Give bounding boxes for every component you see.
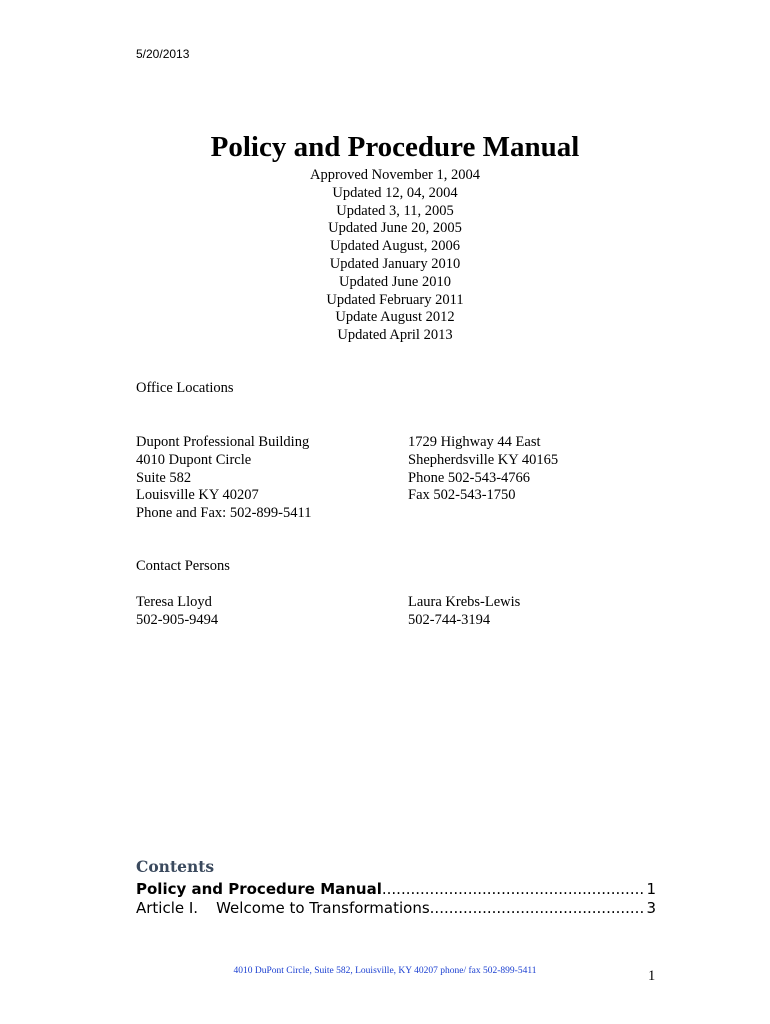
address-line: Suite 582	[136, 469, 192, 486]
toc-entry-label[interactable]: Policy and Procedure Manual	[136, 880, 382, 898]
address-line: 1729 Highway 44 East	[408, 434, 541, 450]
revision-line: Updated April 2013	[337, 327, 453, 344]
contact-left	[136, 594, 218, 630]
address-line: 4010 Dupont Circle	[136, 451, 252, 468]
revision-line: Updated February 2011	[326, 291, 464, 308]
revision-line: Updated August, 2006	[329, 238, 461, 255]
revision-line: Approved November 1, 2004	[310, 167, 480, 183]
contact-phone: 502-744-3194	[408, 611, 491, 628]
revision-line: Updated 12, 04, 2004	[332, 184, 458, 201]
contact-name: Teresa Lloyd	[136, 594, 212, 610]
address-line: Phone 502-543-4766	[408, 469, 531, 486]
toc-page-number[interactable]: 3	[646, 899, 656, 917]
address-line: Louisville KY 40207	[136, 487, 259, 504]
office-locations-heading: Office Locations	[136, 380, 234, 396]
revision-line: Updated June 20, 2005	[328, 220, 462, 237]
header-date: 5/20/2013	[136, 47, 190, 61]
toc-page-number[interactable]: 1	[646, 880, 656, 898]
toc-leader	[430, 899, 646, 917]
revision-line: Update August 2012	[335, 309, 455, 326]
office-address-shepherdsville	[408, 434, 558, 505]
contact-persons-heading: Contact Persons	[136, 558, 230, 574]
contact-name: Laura Krebs-Lewis	[408, 594, 521, 610]
toc-entry-prefix[interactable]: Article I.	[136, 899, 199, 917]
toc-entry-policy-manual[interactable]	[136, 880, 656, 898]
address-line: Dupont Professional Building	[136, 434, 310, 450]
revision-line: Updated 3, 11, 2005	[336, 202, 454, 219]
page-title: Policy and Procedure Manual	[210, 131, 580, 163]
revision-line: Updated June 2010	[339, 273, 451, 290]
address-line: Shepherdsville KY 40165	[408, 451, 559, 468]
toc-entry-label[interactable]: Welcome to Transformations	[216, 899, 430, 917]
toc-heading: Contents	[136, 857, 215, 876]
toc-entry-welcome[interactable]	[136, 899, 656, 917]
revision-history	[0, 167, 770, 345]
footer-address: 4010 DuPont Circle, Suite 582, Louisville, KY 40207 phone/ fax 502-899-5411	[233, 966, 537, 976]
office-address-louisville	[136, 434, 311, 523]
contact-right	[408, 594, 520, 630]
toc-leader	[382, 880, 646, 898]
revision-line: Updated January 2010	[329, 255, 461, 272]
contact-phone: 502-905-9494	[136, 611, 219, 628]
address-line: Fax 502-543-1750	[408, 487, 516, 504]
address-line: Phone and Fax: 502-899-5411	[136, 505, 312, 522]
page-number: 1	[648, 968, 656, 984]
